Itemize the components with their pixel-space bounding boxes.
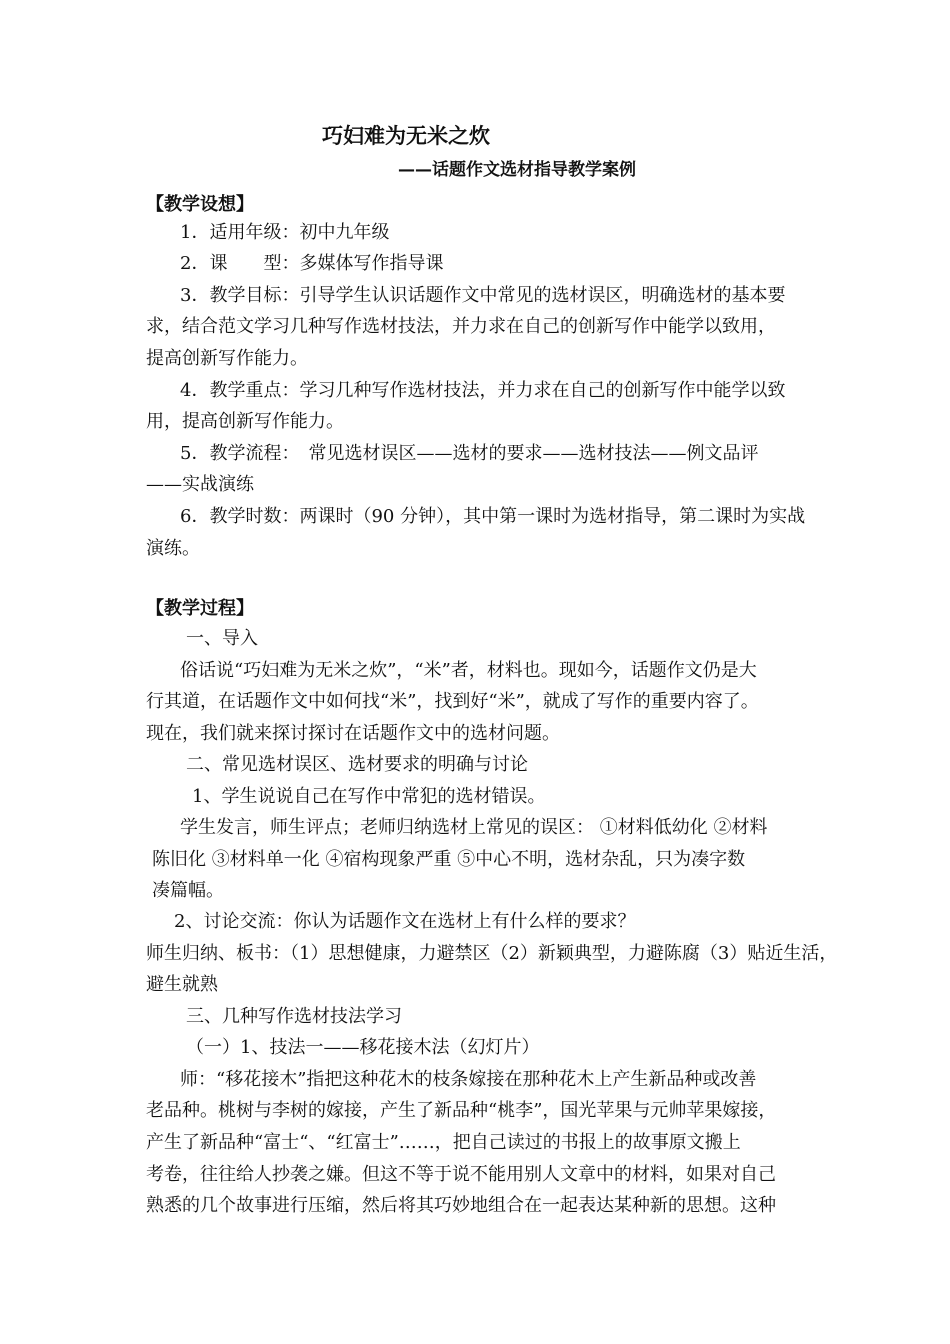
- design-line: 2．课 型：多媒体写作指导课: [180, 253, 444, 274]
- process-line: 产生了新品种“富士“、“红富士”……，把自己读过的书报上的故事原文搬上: [146, 1132, 741, 1153]
- process-line: 现在，我们就来探讨探讨在话题作文中的选材问题。: [146, 723, 560, 744]
- process-line: 熟悉的几个故事进行压缩，然后将其巧妙地组合在一起表达某种新的思想。这种: [146, 1195, 776, 1216]
- process-line: 1、学生说说自己在写作中常犯的选材错误。: [192, 786, 546, 807]
- process-line: 陈旧化 ③材料单一化 ④宿构现象严重 ⑤中心不明，选材杂乱，只为凑字数: [152, 849, 746, 870]
- document-subtitle: ——话题作文选材指导教学案例: [398, 160, 636, 180]
- design-line: 5．教学流程： 常见选材误区——选材的要求——选材技法——例文品评: [180, 443, 759, 464]
- process-line: 老品种。桃树与李树的嫁接，产生了新品种“桃李”，国光苹果与元帅苹果嫁接，: [146, 1100, 777, 1121]
- design-line: 演练。: [146, 538, 200, 559]
- process-line: 一、导入: [186, 628, 258, 649]
- design-line: 6．教学时数：两课时（90 分钟），其中第一课时为选材指导，第二课时为实战: [180, 506, 806, 527]
- process-line: （一）1、技法一——移花接木法（幻灯片）: [186, 1037, 540, 1058]
- process-line: 学生发言，师生评点；老师归纳选材上常见的误区： ①材料低幼化 ②材料: [180, 817, 768, 838]
- process-line: 2、讨论交流：你认为话题作文在选材上有什么样的要求？: [174, 911, 636, 932]
- process-line: 考卷，往往给人抄袭之嫌。但这不等于说不能用别人文章中的材料，如果对自己: [146, 1164, 776, 1185]
- process-line: 俗话说“巧妇难为无米之炊”，“米”者，材料也。现如今，话题作文仍是大: [180, 660, 757, 681]
- document-title: 巧妇难为无米之炊: [322, 124, 490, 148]
- process-line: 二、常见选材误区、选材要求的明确与讨论: [186, 754, 528, 775]
- section-heading-process: 【教学过程】: [146, 598, 254, 619]
- process-line: 行其道，在话题作文中如何找“米”，找到好“米”，就成了写作的重要内容了。: [146, 691, 759, 712]
- design-line: ——实战演练: [146, 474, 254, 495]
- design-line: 1．适用年级：初中九年级: [180, 222, 390, 243]
- process-line: 师生归纳、板书：（1）思想健康，力避禁区（2）新颖典型，力避陈腐（3）贴近生活，: [146, 943, 838, 964]
- design-line: 3．教学目标：引导学生认识话题作文中常见的选材误区，明确选材的基本要: [180, 285, 786, 306]
- process-line: 三、几种写作选材技法学习: [186, 1006, 402, 1027]
- design-line: 用，提高创新写作能力。: [146, 411, 344, 432]
- process-line: 凑篇幅。: [152, 880, 224, 901]
- design-line: 提高创新写作能力。: [146, 348, 308, 369]
- design-line: 求，结合范文学习几种写作选材技法，并力求在自己的创新写作中能学以致用，: [146, 316, 776, 337]
- design-line: 4．教学重点：学习几种写作选材技法，并力求在自己的创新写作中能学以致: [180, 380, 786, 401]
- section-heading-design: 【教学设想】: [146, 194, 254, 215]
- process-line: 避生就熟: [146, 974, 218, 995]
- process-line: 师：“移花接木”指把这种花木的枝条嫁接在那种花木上产生新品种或改善: [180, 1069, 757, 1090]
